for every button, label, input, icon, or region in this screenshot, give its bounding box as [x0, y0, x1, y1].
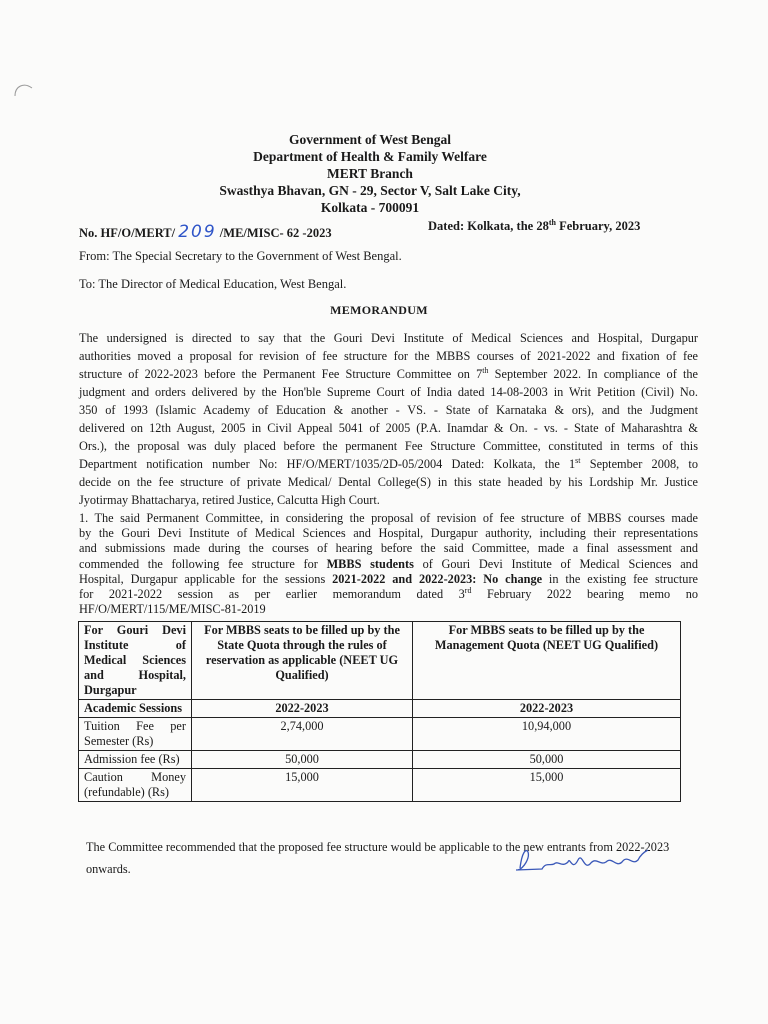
- text-segment: HF/O/MERT/115/ME/MISC-81-2019: [79, 602, 266, 617]
- state-quota-value: 50,000: [192, 751, 413, 769]
- state-quota-value: 2,74,000: [192, 718, 413, 751]
- paragraph-line: [79, 473, 698, 491]
- table-row: [79, 700, 681, 718]
- memo-number-suffix: /ME/MISC- 62 -2023: [216, 226, 332, 240]
- state-quota-value: 15,000: [192, 769, 413, 802]
- text-segment: delivered on 12th August, 2005 in Civil Appeal 5041 of 2005 (P.A. Inamdar & On. - vs. - State of Maharashtra &: [79, 421, 698, 435]
- row-label: Academic Sessions: [79, 700, 192, 718]
- text-segment: February 2022 bearing memo no: [471, 586, 698, 601]
- paragraph-line: [79, 419, 698, 437]
- date-suffix: February, 2023: [555, 219, 641, 233]
- table-header-cell: For MBBS seats to be filled up by the Management Quota (NEET UG Qualified): [413, 622, 681, 700]
- text-segment: by the Gouri Devi Institute of Medical Sciences and Hospital, Durgapur authority, including their representations: [79, 526, 698, 541]
- management-quota-value: 2022-2023: [413, 700, 681, 718]
- paragraph-line: [79, 557, 698, 572]
- date-prefix: Dated: Kolkata, the 28: [428, 219, 549, 233]
- superscript: st: [575, 455, 581, 465]
- closing-paragraph: The Committee recommended that the proposed fee structure would be applicable to the new entrants from 2022-2023 onwards.: [86, 840, 670, 876]
- letterhead: [0, 131, 740, 216]
- fee-structure-table: [78, 621, 681, 802]
- text-segment: 350 of 1993 (Islamic Academy of Education & another - VS. - State of Karnataka & ors), and the Judgment: [79, 403, 698, 417]
- text-segment: authorities moved a proposal for revision of fee structure for the MBBS courses of 2021-2022 and fixation of fee: [79, 349, 698, 363]
- text-segment: MBBS students: [326, 556, 414, 571]
- text-segment: in the existing fee structure: [542, 571, 698, 586]
- letterhead-line: Government of West Bengal: [288, 132, 452, 147]
- text-segment: of Gouri Devi Institute of Medical Sciences and: [413, 556, 698, 571]
- table-row: [79, 769, 681, 802]
- text-segment: Department notification number No: HF/O/MERT/1035/2D-05/2004 Dated: Kolkata, the 1: [79, 457, 576, 471]
- handwritten-number: 209: [178, 222, 217, 242]
- text-segment: Jyotirmay Bhattacharya, retired Justice, Calcutta High Court.: [79, 493, 380, 507]
- text-segment: Hospital, Durgapur applicable for the sessions: [79, 571, 333, 586]
- memo-number: [79, 222, 332, 242]
- superscript: rd: [464, 585, 472, 595]
- letterhead-line: Swasthya Bhavan, GN - 29, Sector V, Salt Lake City,: [219, 183, 521, 198]
- paragraph-line: [79, 347, 698, 365]
- row-label: Tuition Fee per Semester (Rs): [79, 718, 192, 751]
- table-row: [79, 751, 681, 769]
- memo-date: [428, 219, 640, 234]
- date-sup: th: [548, 217, 556, 227]
- paragraph-line: [79, 491, 698, 509]
- text-segment: structure of 2022-2023 before the Permanent Fee Structure Committee on 7: [79, 367, 483, 381]
- memo-number-prefix: No. HF/O/MERT/: [79, 226, 179, 240]
- text-segment: decide on the fee structure of private Medical/ Dental College(S) in this state headed by his Lordship Mr. Justice: [79, 475, 698, 489]
- paragraph-line: [79, 329, 698, 347]
- text-segment: commended the following fee structure for: [79, 556, 327, 571]
- superscript: th: [482, 365, 489, 375]
- paragraph-line: [79, 587, 698, 602]
- signature-image: [512, 842, 652, 881]
- paragraph-line: [79, 526, 698, 541]
- paragraph-line: [79, 365, 698, 383]
- paragraph-line: [79, 602, 698, 617]
- paragraph-line: [79, 455, 698, 473]
- table-header-row: [79, 622, 681, 700]
- paragraph-line: [79, 437, 698, 455]
- paragraph-line: [79, 511, 698, 526]
- letterhead-line: Department of Health & Family Welfare: [253, 149, 487, 164]
- state-quota-value: 2022-2023: [192, 700, 413, 718]
- paragraph-line: [79, 572, 698, 587]
- text-segment: judgment and orders delivered by the Hon'ble Supreme Court of India dated 14-08-2003 in Writ Petition (Civil) No.: [79, 385, 698, 399]
- text-segment: Ors.), the proposal was duly placed before the permanent Fee Structure Committee, constituted in terms of this: [79, 439, 698, 453]
- table-header-cell: For MBBS seats to be filled up by the State Quota through the rules of reservation as applicable (NEET UG Qualified): [192, 622, 413, 700]
- management-quota-value: 50,000: [413, 751, 681, 769]
- text-segment: 1. The said Permanent Committee, in considering the proposal of revision of fee structure of MBBS courses made: [79, 511, 698, 525]
- letterhead-line: MERT Branch: [327, 166, 413, 181]
- letterhead-line: Kolkata - 700091: [320, 200, 420, 215]
- memo-title: MEMORANDUM: [330, 303, 428, 317]
- text-segment: September 2022. In compliance of the: [488, 367, 698, 381]
- scan-mark: [12, 80, 36, 105]
- paragraph-1: [79, 329, 698, 509]
- text-segment: 2021-2022 and 2022-2023: No change: [332, 571, 543, 586]
- from-line: From: The Special Secretary to the Government of West Bengal.: [79, 249, 402, 263]
- text-segment: September 2008, to: [580, 457, 698, 471]
- paragraph-2: [79, 511, 698, 617]
- paragraph-line: [79, 383, 698, 401]
- table-header-cell: For Gouri Devi Institute of Medical Sciences and Hospital, Durgapur: [79, 622, 192, 700]
- text-segment: The undersigned is directed to say that the Gouri Devi Institute of Medical Sciences and Hospital, Durgapur: [79, 331, 698, 345]
- text-segment: for 2021-2022 session as per earlier memorandum dated 3: [79, 586, 465, 601]
- paragraph-line: [79, 401, 698, 419]
- management-quota-value: 10,94,000: [413, 718, 681, 751]
- table-row: [79, 718, 681, 751]
- text-segment: and submissions made during the courses of hearing before the said Committee, made a final assessment and: [79, 541, 698, 556]
- paragraph-line: [79, 541, 698, 556]
- row-label: Caution Money (refundable) (Rs): [79, 769, 192, 802]
- to-line: To: The Director of Medical Education, West Bengal.: [79, 277, 347, 291]
- row-label: Admission fee (Rs): [79, 751, 192, 769]
- management-quota-value: 15,000: [413, 769, 681, 802]
